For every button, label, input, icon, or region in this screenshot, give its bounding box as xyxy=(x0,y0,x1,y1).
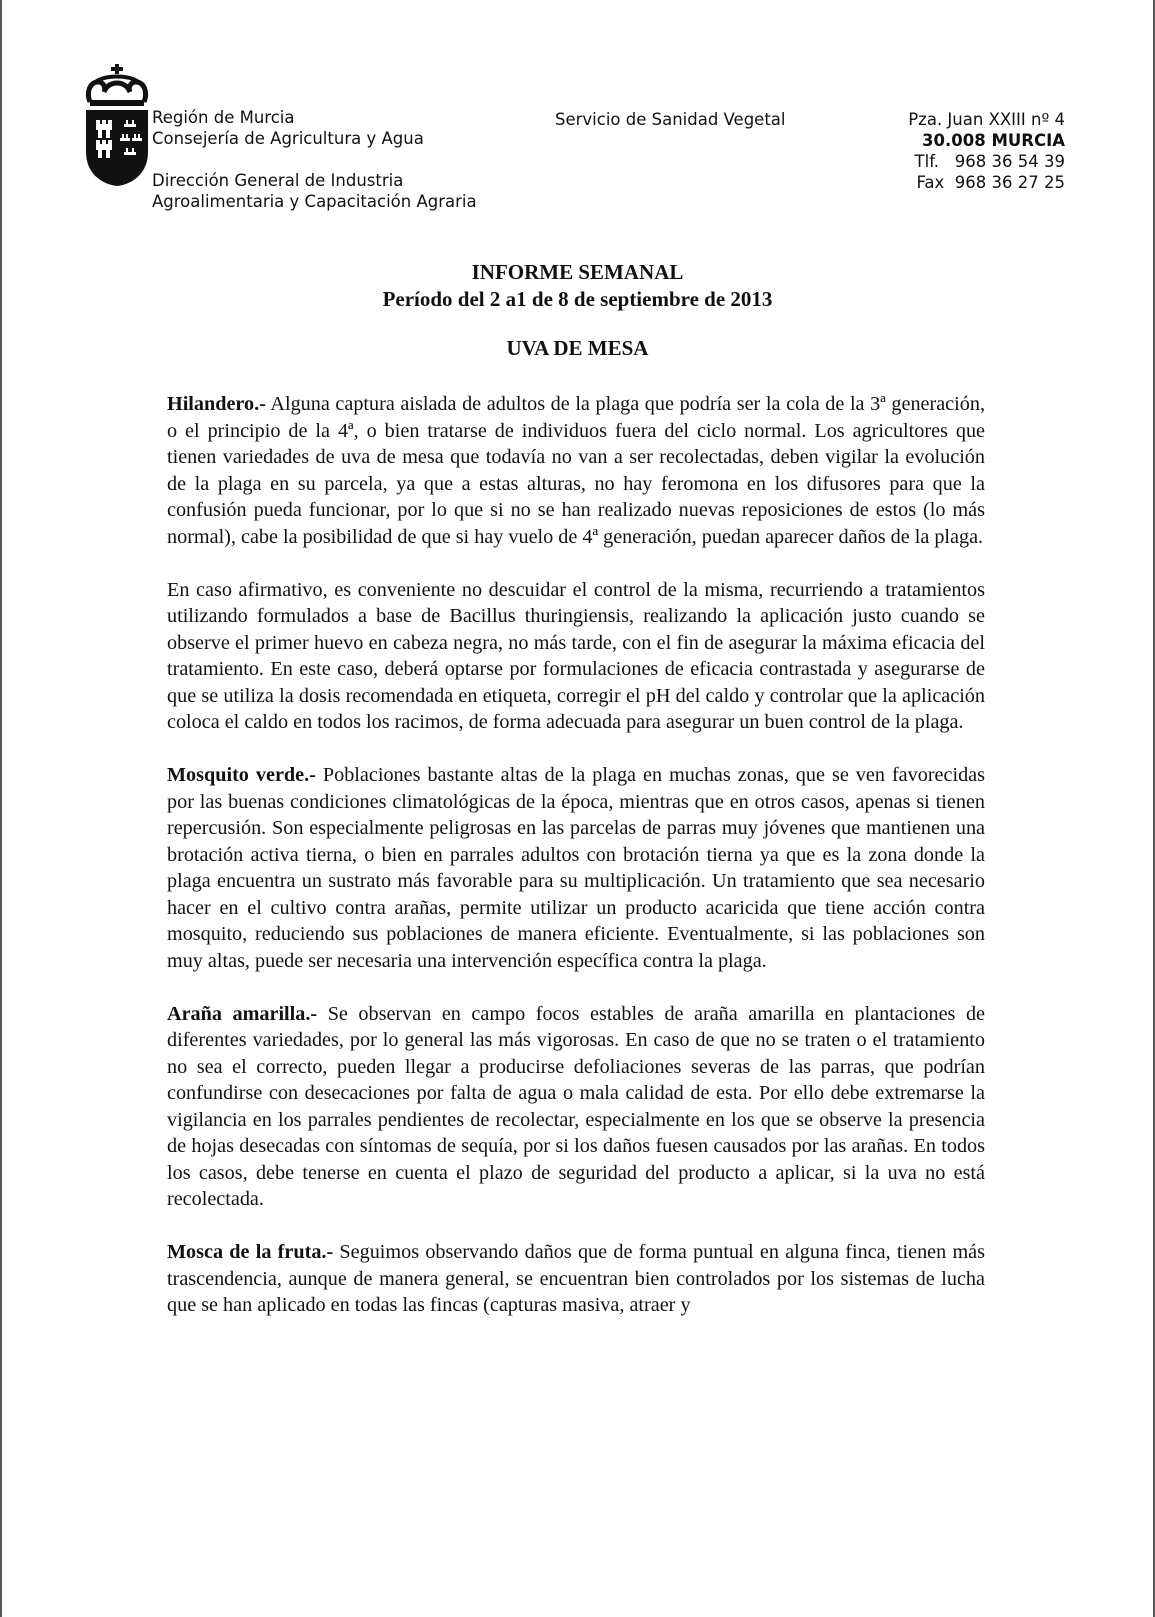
paragraph-text: En caso afirmativo, es conveniente no descuidar el control de la misma, recurriendo a tratamientos utilizando formulados a base de Bacillus thuringiensis, realizando la aplicación justo cuando se observe el primer huevo en cabeza negra, no más tarde, con el fin de asegurar la máxima eficacia del tratamiento. En este caso, deberá optarse por formulaciones de eficacia contrastada y asegurarse de que se utiliza la dosis recomendada en etiqueta, corregir el pH del caldo y controlar que la aplicación coloca el caldo en todos los racimos, de forma adecuada para asegurar un buen control de la plaga. xyxy=(167,578,985,733)
header-contact xyxy=(908,109,1065,193)
fax: Fax 968 36 27 25 xyxy=(916,173,1065,192)
paragraph-text: Poblaciones bastante altas de la plaga en muchas zonas, que se ven favorecidas por las buenas condiciones climatológicas de la época, mientras que en otros casos, apenas si tienen repercusión. Son especialmente peligrosas en las parcelas de parras muy jóvenes que mantienen una brotación activa tierna, o bien en parrales adultos con brotación tierna ya que es la zona donde la plaga encuentra un sustrato más favorable para su multiplicación. Un tratamiento que sea necesario hacer en el cultivo contra arañas, permite utilizar un producto acaricida que tiene acción contra mosquito, reduciendo sus poblaciones de manera eficiente. Eventualmente, si las poblaciones son muy altas, puede ser necesaria una intervención específica contra la plaga. xyxy=(167,764,985,972)
header-direccion xyxy=(152,170,477,212)
paragraph-label: Mosquito verde.- xyxy=(167,764,316,786)
report-title-block xyxy=(0,259,1155,313)
paragraph-text: Seguimos observando daños que de forma puntual en alguna finca, tienen más trascendencia, aunque de manera general, se encuentran bien controlados por los sistemas de lucha que se han aplicado en todas las fincas (capturas masiva, atraer y xyxy=(167,1241,985,1316)
report-title: INFORME SEMANAL xyxy=(471,260,684,284)
paragraph-text: Se observan en campo focos estables de araña amarilla en plantaciones de diferentes variedades, por lo general las más vigorosas. En caso de que no se traten o el tratamiento no sea el correcto, pueden llegar a producirse defoliaciones severas de las parras, que podrían confundirse con desecaciones por falta de agua o mala calidad de esta. Por ello debe extremarse la vigilancia en los parrales pendientes de recolectar, especialmente en los que se observe la presencia de hojas desecadas con síntomas de sequía, por si los daños fuesen causados por las arañas. En todos los casos, debe tenerse en cuenta el plazo de seguridad del producto a aplicar, si la uva no está recolectada. xyxy=(167,1002,986,1210)
region-coat-of-arms-icon xyxy=(84,64,150,188)
paragraph-mosca-fruta xyxy=(167,1239,985,1319)
paragraph-label: Araña amarilla.- xyxy=(167,1002,318,1025)
paragraph-mosquito-verde xyxy=(167,762,985,974)
paragraph-hilandero xyxy=(167,391,985,550)
paragraph-arana-amarilla xyxy=(167,1001,985,1213)
address: Pza. Juan XXIII nº 4 xyxy=(908,110,1065,129)
report-period: Período del 2 a1 de 8 de septiembre de 2013 xyxy=(382,287,773,311)
region-name: Región de Murcia xyxy=(152,108,295,127)
paragraph-text: Alguna captura aislada de adultos de la plaga que podría ser la cola de la 3ª generación, o el principio de la 4ª, o bien tratarse de individuos fuera del ciclo normal. Los agricultores que tienen variedades de uva de mesa que todavía no van a ser recolectadas, deben vigilar la evolución de la plaga en su parcela, ya que a estas alturas, no hay feromona en los difusores para que la confusión pueda funcionar, por lo que si no se han realizado nuevas reposiciones de estos (lo más normal), cabe la posibilidad de que si hay vuelo de 4ª generación, puedan aparecer daños de la plaga. xyxy=(167,393,985,548)
section-title: UVA DE MESA xyxy=(506,336,649,360)
city: 30.008 MURCIA xyxy=(922,131,1065,150)
page-border-left xyxy=(0,0,2,1617)
paragraph-label: Mosca de la fruta.- xyxy=(167,1241,334,1263)
paragraph-hilandero-control xyxy=(167,577,985,736)
paragraph-label: Hilandero.- xyxy=(167,393,266,415)
header-organization xyxy=(152,107,424,149)
direccion-line-1: Dirección General de Industria xyxy=(152,171,404,190)
phone: Tlf. 968 36 54 39 xyxy=(914,152,1065,171)
consejeria-name: Consejería de Agricultura y Agua xyxy=(152,129,424,148)
direccion-line-2: Agroalimentaria y Capacitación Agraria xyxy=(152,192,477,211)
servicio-name: Servicio de Sanidad Vegetal xyxy=(555,110,786,129)
report-body xyxy=(167,391,985,1345)
